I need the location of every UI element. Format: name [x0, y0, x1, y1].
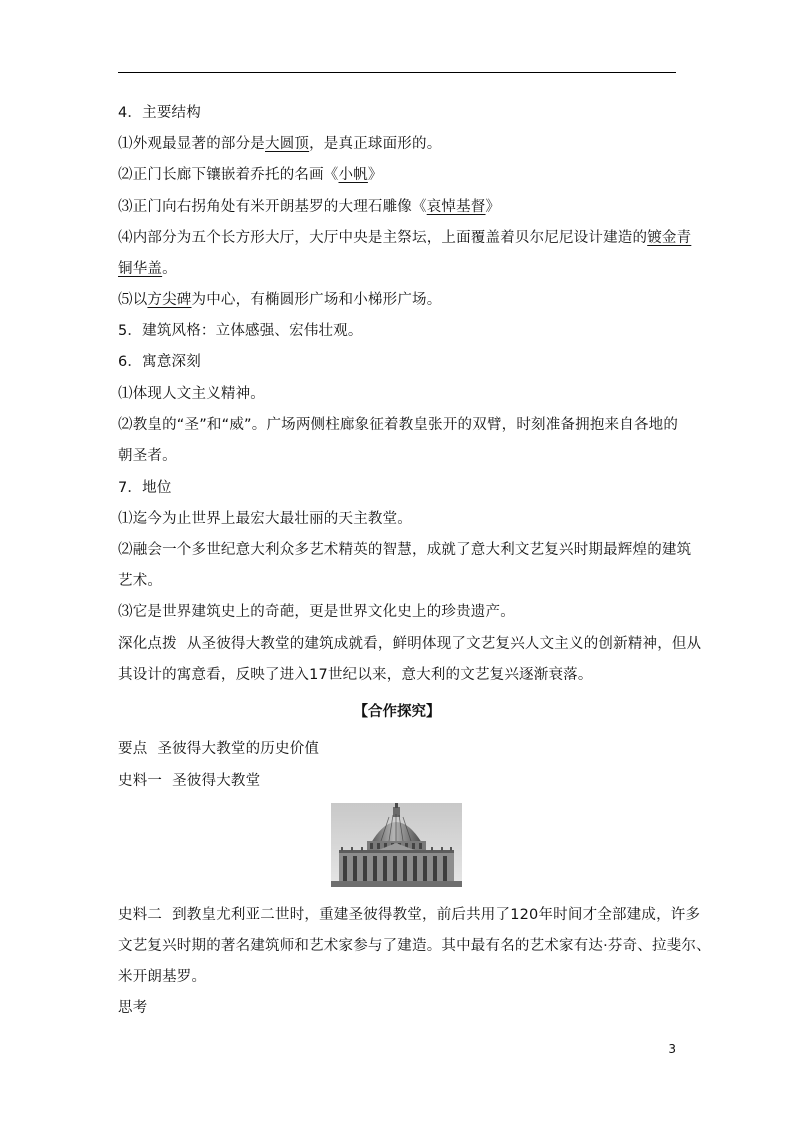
section-6-item-2-line-1: ⑵教皇的“圣”和“威”。广场两侧柱廊象征着教皇张开的双臂，时刻准备拥抱来自各地的	[118, 417, 679, 433]
section-7-item-2-line-1: ⑵融会一个多世纪意大利众多艺术精英的智慧，成就了意大利文艺复兴时期最辉煌的建筑	[118, 542, 692, 558]
page-number: 3	[668, 1042, 676, 1056]
section-4-item-5: ⑸以方尖碑为中心，有椭圆形广场和小梯形广场。	[118, 292, 442, 308]
st-peters-basilica-photo	[331, 803, 462, 887]
section-6-item-1: ⑴体现人文主义精神。	[118, 386, 265, 402]
think-label: 思考	[118, 1000, 148, 1016]
keypoint: 要点 圣彼得大教堂的历史价值	[118, 741, 320, 757]
section-5-title: 5．建筑风格：立体感强、宏伟壮观。	[118, 323, 363, 339]
section-6-title: 6．寓意深刻	[118, 354, 201, 370]
deepen-label: 深化点拨	[118, 636, 177, 652]
section-4-item-3: ⑶正门向右拐角处有米开朗基罗的大理石雕像《哀悼基督》	[118, 199, 501, 215]
section-4-item-4-line-2: 铜华盖。	[118, 261, 177, 277]
section-4-title: 4．主要结构	[118, 105, 201, 121]
header-rule	[118, 72, 676, 73]
source-1: 史料一 圣彼得大教堂	[118, 773, 261, 789]
source-2-label: 史料二	[118, 907, 163, 923]
section-7-item-3: ⑶它是世界建筑史上的奇葩，更是世界文化史上的珍贵遗产。	[118, 604, 515, 620]
coop-heading: 【合作探究】	[353, 704, 441, 720]
section-4-item-2: ⑵正门长廊下镶嵌着乔托的名画《小帆》	[118, 167, 383, 183]
section-4-item-1: ⑴外观最显著的部分是大圆顶，是真正球面形的。	[118, 136, 442, 152]
source-2-line-1: 史料二 到教皇尤利亚二世时，重建圣彼得教堂，前后共用了120年时间才全部建成，许多	[118, 907, 701, 923]
source-2-line-2: 文艺复兴时期的著名建筑师和艺术家参与了建造。其中最有名的艺术家有达·芬奇、拉斐尔、	[118, 938, 711, 954]
keypoint-label: 要点	[118, 741, 148, 757]
section-4-item-4-line-1: ⑷内部分为五个长方形大厅，大厅中央是主祭坛，上面覆盖着贝尔尼尼设计建造的镀金青	[118, 230, 692, 246]
section-7-title: 7．地位	[118, 480, 172, 496]
deepen-line-2: 其设计的寓意看，反映了进入17世纪以来，意大利的文艺复兴逐渐衰落。	[118, 667, 593, 683]
section-7-item-2-line-2: 艺术。	[118, 573, 163, 589]
deepen-line-1: 深化点拨 从圣彼得大教堂的建筑成就看，鲜明体现了文艺复兴人文主义的创新精神，但从	[118, 636, 702, 652]
section-6-item-2-line-2: 朝圣者。	[118, 448, 177, 464]
source-1-label: 史料一	[118, 773, 163, 789]
section-7-item-1: ⑴迄今为止世界上最宏大最壮丽的天主教堂。	[118, 511, 412, 527]
source-2-line-3: 米开朗基罗。	[118, 969, 207, 985]
